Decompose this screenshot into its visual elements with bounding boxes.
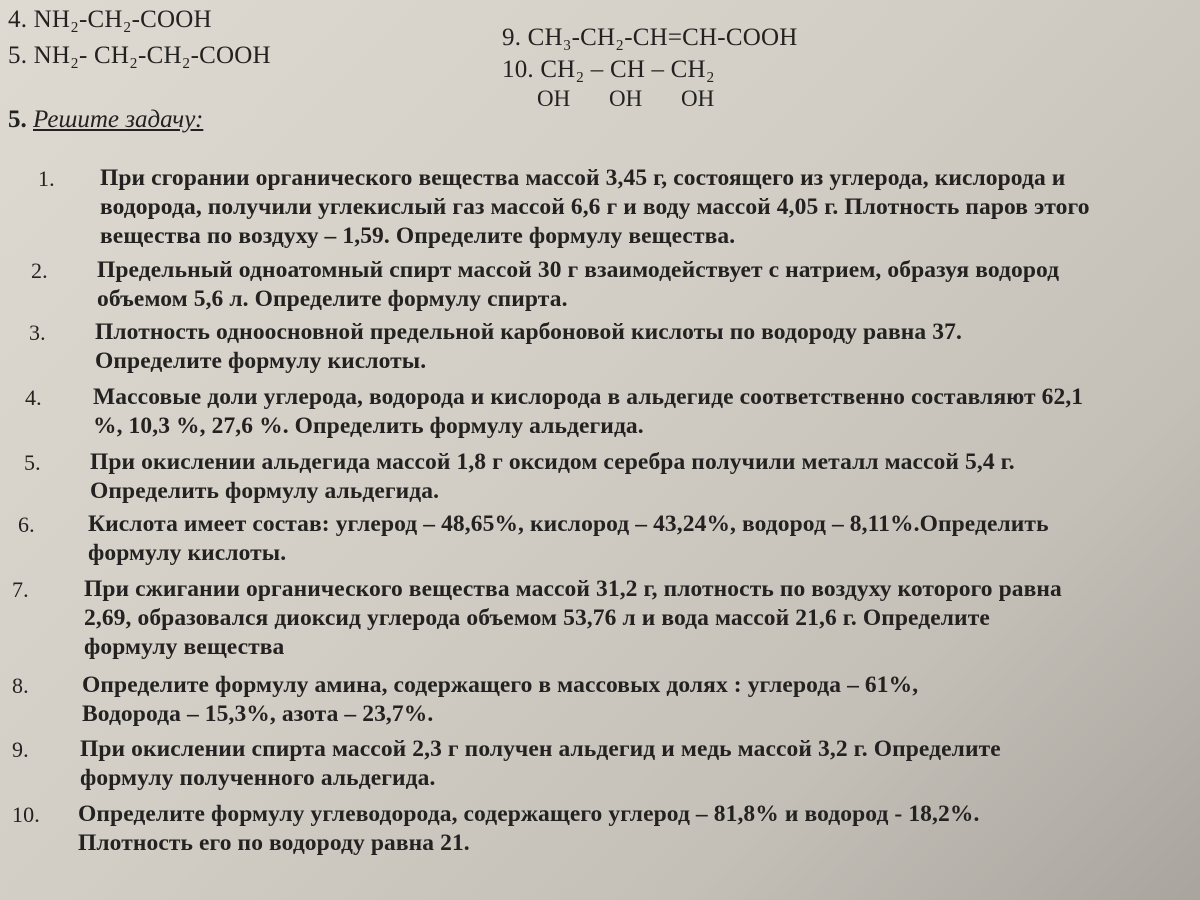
problem-number: 2. — [31, 258, 48, 283]
problem-line: При сжигании органического вещества массой 31,2 г, плотность по воздуху которого равна — [84, 576, 1062, 602]
problem-8 — [12, 671, 919, 729]
problem-number: 9. — [12, 737, 29, 762]
problem-line: водорода, получили углекислый газ массой 6,6 г и воду массой 4,05 г. Плотность паров этого — [100, 194, 1090, 220]
problem-line: Плотность его по водороду равна 21. — [78, 830, 470, 856]
problem-6 — [18, 510, 1049, 568]
formula-text: CH₂ – CH – CH₂ — [540, 56, 715, 83]
problem-line: Определите формулу углеводорода, содержащего углерод – 81,8% и водород - 18,2%. — [78, 801, 980, 827]
hydroxyl-group: OH — [609, 86, 643, 111]
section-number: 5. — [8, 106, 27, 133]
problem-number: 4. — [25, 385, 42, 410]
problem-7 — [12, 575, 1062, 662]
problem-1 — [38, 164, 1090, 251]
formula-10-hydroxyl-groups — [537, 86, 753, 112]
formula-4 — [8, 6, 212, 34]
problem-line: 2,69, образовался диоксид углерода объемом 53,76 л и вода массой 21,6 г. Определите — [84, 605, 990, 631]
problem-number: 7. — [12, 577, 29, 602]
problem-line: Плотность одноосновной предельной карбоновой кислоты по водороду равна 37. — [95, 319, 962, 345]
problem-line: формулу кислоты. — [88, 540, 287, 566]
problem-line: При сгорании органического вещества массой 3,45 г, состоящего из углерода, кислорода и — [100, 165, 1066, 191]
formula-5 — [8, 42, 271, 70]
problem-line: вещества по воздуху – 1,59. Определите формулу вещества. — [100, 223, 736, 249]
problem-number: 6. — [18, 512, 35, 537]
problem-line: Кислота имеет состав: углерод – 48,65%, кислород – 43,24%, водород – 8,11%.Определить — [88, 511, 1049, 537]
problem-number: 8. — [12, 673, 29, 698]
problem-line: Определите формулу кислоты. — [95, 348, 427, 374]
problem-line: объемом 5,6 л. Определите формулу спирта. — [97, 286, 568, 312]
problem-line: Водорода – 15,3%, азота – 23,7%. — [82, 701, 434, 727]
problem-line: При окислении спирта массой 2,3 г получен альдегид и медь массой 3,2 г. Определите — [80, 736, 1001, 762]
problem-3 — [29, 318, 962, 376]
problem-5 — [24, 448, 1015, 506]
problem-line: При окислении альдегида массой 1,8 г оксидом серебра получили металл массой 5,4 г. — [90, 449, 1015, 475]
problem-line: Предельный одноатомный спирт массой 30 г взаимодействует с натрием, образуя водород — [97, 257, 1060, 283]
formula-number: 4. — [8, 6, 34, 33]
problem-number: 10. — [12, 802, 40, 827]
formula-number: 9. — [502, 24, 528, 51]
problem-line: формулу полученного альдегида. — [80, 765, 436, 791]
problem-line: Определить формулу альдегида. — [90, 478, 440, 504]
problem-9 — [12, 735, 1001, 793]
formula-number: 5. — [8, 42, 34, 69]
problem-2 — [31, 256, 1060, 314]
formula-text: CH₃-CH₂-CH=CH-COOH — [527, 24, 798, 51]
problem-line: Массовые доли углерода, водорода и кислорода в альдегиде соответственно составляют 62,1 — [93, 384, 1084, 410]
hydroxyl-group: OH — [537, 86, 571, 111]
hydroxyl-group: OH — [681, 86, 715, 111]
formula-text: NH₂- CH₂-CH₂-COOH — [33, 42, 271, 69]
problem-number: 1. — [38, 166, 55, 191]
problem-10 — [12, 800, 980, 858]
problem-number: 5. — [24, 450, 41, 475]
formula-9 — [502, 24, 797, 52]
problem-line: Определите формулу амина, содержащего в массовых долях : углерода – 61%, — [82, 672, 919, 698]
problem-line: %, 10,3 %, 27,6 %. Определить формулу альдегида. — [93, 413, 644, 439]
section-title: Решите задачу: — [33, 106, 204, 133]
problem-line: формулу вещества — [84, 634, 285, 660]
section-heading — [8, 106, 203, 134]
problem-number: 3. — [29, 320, 46, 345]
problem-4 — [25, 383, 1084, 441]
formula-text: NH₂-CH₂-COOH — [33, 6, 212, 33]
formula-10 — [502, 56, 715, 84]
formula-number: 10. — [502, 56, 541, 83]
